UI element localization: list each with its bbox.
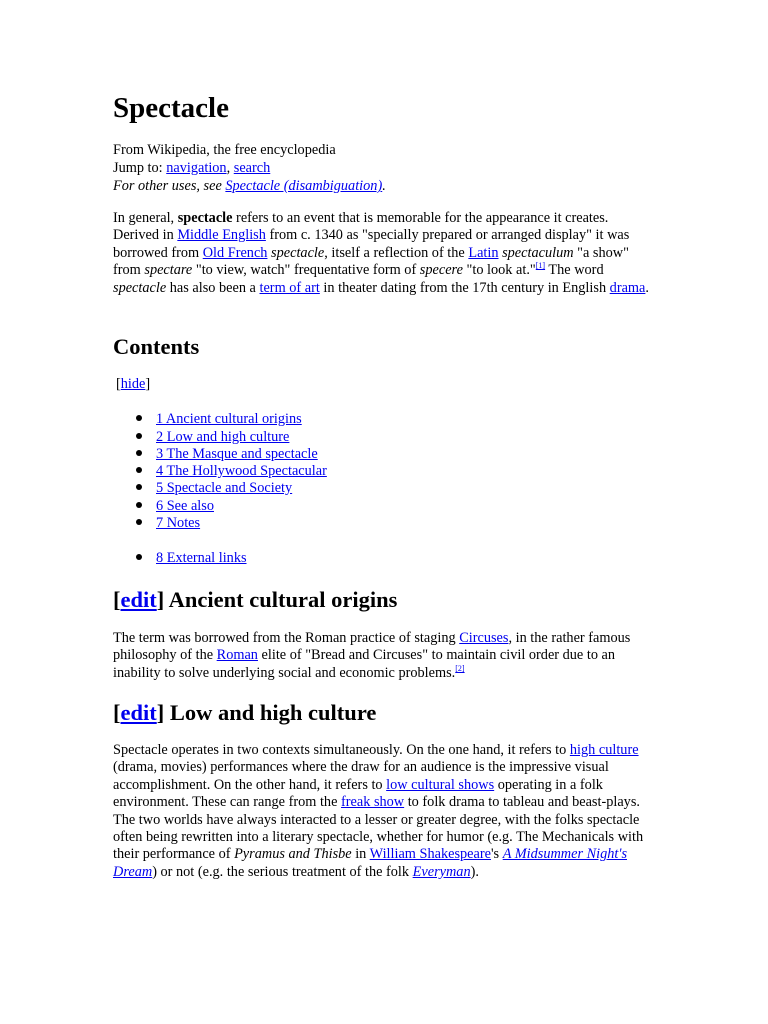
william-shakespeare-link[interactable]: William Shakespeare xyxy=(369,846,491,863)
section2-text: in xyxy=(351,846,370,863)
section1-paragraph xyxy=(113,630,653,682)
roman-link[interactable]: Roman xyxy=(216,647,258,664)
intro-text: in theater dating from the 17th century in English xyxy=(319,279,610,296)
bullet-icon xyxy=(136,415,142,421)
toc-link-hollywood-spectacular[interactable]: 4 The Hollywood Spectacular xyxy=(156,463,327,479)
edit-bracket: ] xyxy=(156,700,165,725)
toc-link-masque-and-spectacle[interactable]: 3 The Masque and spectacle xyxy=(156,446,318,462)
jump-separator: , xyxy=(226,160,234,176)
toc-link-notes[interactable]: 7 Notes xyxy=(156,515,201,531)
everyman-link[interactable]: Everyman xyxy=(412,863,471,880)
term-of-art-link[interactable]: term of art xyxy=(259,279,320,296)
bullet-icon xyxy=(136,502,142,508)
bullet-icon xyxy=(136,433,142,439)
toc-item xyxy=(136,446,318,463)
toc-link-ancient-cultural-origins[interactable]: 1 Ancient cultural origins xyxy=(156,411,302,427)
midsummer-nights-dream-link[interactable]: A Midsummer Night's Dream xyxy=(113,846,628,880)
intro-italic: spectare xyxy=(144,262,193,279)
edit-bracket: ] xyxy=(156,587,165,612)
section-title: Low and high culture xyxy=(164,700,377,725)
edit-bracket: [ xyxy=(113,700,121,725)
freak-show-link[interactable]: freak show xyxy=(341,794,405,811)
section-title: Ancient cultural origins xyxy=(164,587,398,612)
drama-link[interactable]: drama xyxy=(609,279,646,296)
section2-text: to folk drama to tableau and beast-plays. The two worlds have always interacted to a lesser or greater degree, with the folks spectacle often being rewritten into a literary spectacle, whether for humor (e.g. The Mechanicals with their performance of xyxy=(113,794,644,863)
section-heading-ancient-cultural-origins xyxy=(113,585,653,615)
intro-italic: specere xyxy=(419,262,463,279)
hatnote-suffix: . xyxy=(382,178,386,194)
section2-text: 's xyxy=(490,846,503,863)
toc-link-low-and-high-culture[interactable]: 2 Low and high culture xyxy=(156,429,290,445)
section2-text: ). xyxy=(470,863,479,880)
high-culture-link[interactable]: high culture xyxy=(569,742,639,758)
section2-paragraph xyxy=(113,742,653,881)
edit-bracket: [ xyxy=(113,587,121,612)
toc-item xyxy=(136,429,289,446)
jump-links xyxy=(113,159,653,177)
page-title: Spectacle xyxy=(113,92,229,124)
toc-link-external-links[interactable]: 8 External links xyxy=(156,550,247,566)
hatnote xyxy=(113,177,653,195)
toc-item xyxy=(136,463,327,480)
edit-section-2-link[interactable]: edit xyxy=(120,700,157,725)
old-french-link[interactable]: Old French xyxy=(202,244,268,261)
tagline: From Wikipedia, the free encyclopedia xyxy=(113,142,336,158)
section2-text: Spectacle operates in two contexts simultaneously. On the one hand, it refers to xyxy=(113,742,570,758)
intro-text: refers to an event that is memorable for the appearance it creates. Derived in xyxy=(113,210,609,244)
toc-item xyxy=(136,498,214,515)
intro-text: from c. 1340 as "specially prepared or arranged display" it was borrowed from xyxy=(113,227,630,261)
section2-text: ) or not (e.g. the serious treatment of the folk xyxy=(152,863,413,880)
intro-italic: spectaculum xyxy=(502,244,574,261)
intro-italic: spectacle xyxy=(271,244,325,261)
search-link[interactable]: search xyxy=(233,160,271,176)
bullet-icon xyxy=(136,519,142,525)
reference-1-link[interactable]: [1] xyxy=(535,261,546,271)
toc-item xyxy=(136,550,247,567)
intro-text: has also been a xyxy=(166,279,260,296)
intro-text: "a show" from xyxy=(113,244,629,279)
navigation-link[interactable]: navigation xyxy=(166,160,227,176)
toc-item xyxy=(136,480,292,497)
low-cultural-shows-link[interactable]: low cultural shows xyxy=(386,776,495,793)
toc-link-spectacle-and-society[interactable]: 5 Spectacle and Society xyxy=(156,480,293,496)
jump-prefix: Jump to: xyxy=(113,160,167,176)
bullet-icon xyxy=(136,467,142,473)
toc-item xyxy=(136,411,302,428)
hatnote-prefix: For other uses, see xyxy=(113,178,226,194)
bullet-icon xyxy=(136,450,142,456)
section2-text: operating in a folk environment. These can range from the xyxy=(113,776,603,811)
section-heading-low-and-high-culture xyxy=(113,698,653,728)
toc-toggle xyxy=(116,376,150,393)
section2-italic: Pyramus and Thisbe xyxy=(234,846,352,863)
intro-paragraph xyxy=(113,210,653,297)
intro-text: The word xyxy=(545,262,604,279)
reference-2-link[interactable]: [2] xyxy=(455,664,465,674)
edit-section-1-link[interactable]: edit xyxy=(120,587,157,612)
contents-heading: Contents xyxy=(113,334,200,359)
toc-item xyxy=(136,515,200,532)
toc-hide-link[interactable]: hide xyxy=(120,376,146,392)
bullet-icon xyxy=(136,554,142,560)
section1-text: The term was borrowed from the Roman practice of staging xyxy=(113,630,460,646)
intro-text: , itself a reflection of the xyxy=(324,244,469,261)
intro-text: "to look at." xyxy=(462,262,536,279)
intro-text: "to view, watch" frequentative form of xyxy=(192,262,420,279)
section1-text: elite of "Bread and Circuses" to maintain civil order due to an inability to solve underlying social and economic problems. xyxy=(113,647,616,681)
section2-text: (drama, movies) performances where the draw for an audience is the impressive visual accomplishment. On the other hand, it refers to xyxy=(113,759,609,793)
toc-bracket: [ xyxy=(116,376,121,392)
latin-link[interactable]: Latin xyxy=(468,244,499,261)
intro-text: In general, xyxy=(113,210,178,226)
intro-bold-term: spectacle xyxy=(177,210,233,226)
circuses-link[interactable]: Circuses xyxy=(459,630,509,646)
toc-bracket: ] xyxy=(145,376,151,392)
middle-english-link[interactable]: Middle English xyxy=(177,227,266,244)
intro-text: . xyxy=(645,279,649,296)
disambiguation-link[interactable]: Spectacle (disambiguation) xyxy=(225,178,383,194)
section1-text: , in the rather famous philosophy of the xyxy=(113,630,631,664)
toc-link-see-also[interactable]: 6 See also xyxy=(156,498,214,514)
bullet-icon xyxy=(136,484,142,490)
intro-italic: spectacle xyxy=(113,279,167,296)
